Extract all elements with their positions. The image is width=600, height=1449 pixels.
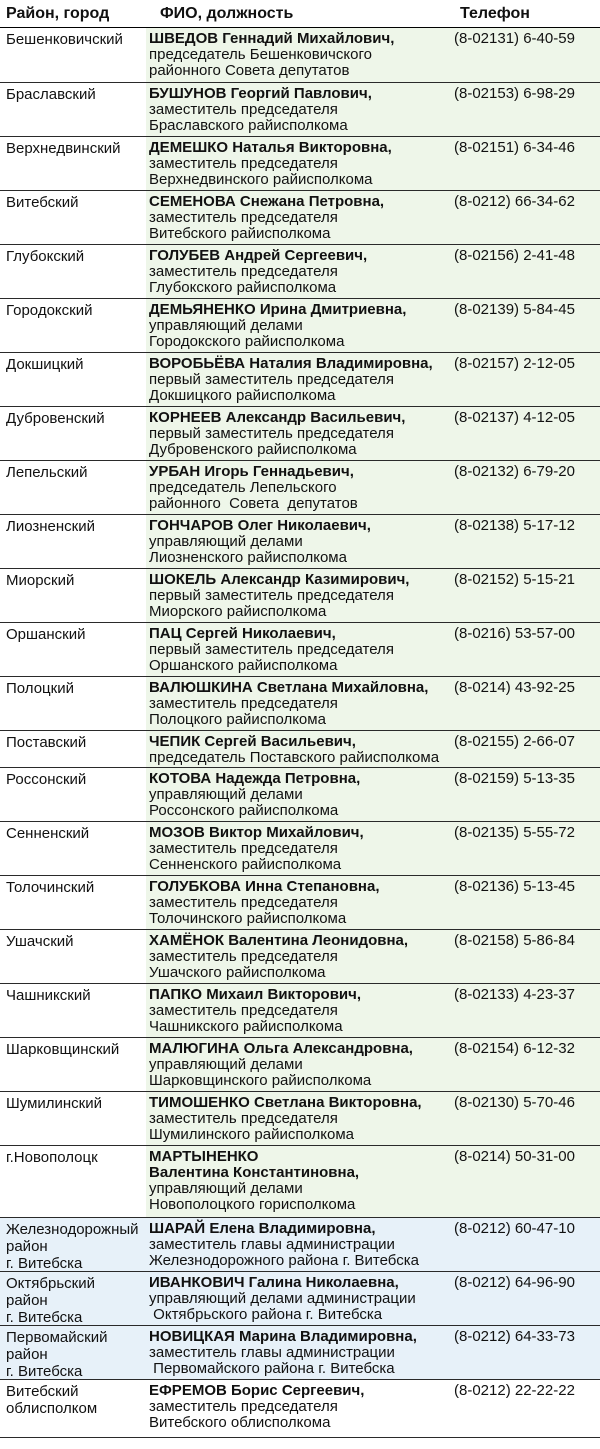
table-row [0,515,600,569]
phone-number: (8-02137) 4-12-05 [454,409,575,426]
person-position: первый заместитель председателя Оршанского райисполкома [149,641,394,674]
table-row [0,28,600,83]
person-position: заместитель председателя Витебского облисполкома [149,1398,338,1431]
person-cell [146,930,600,983]
person-name: ВАЛЮШКИНА Светлана Михайловна, [149,679,429,696]
district-cell: Шумилинский [0,1092,146,1145]
person-position: заместитель председателя Чашникского райисполкома [149,1002,343,1035]
district-cell: Докшицкий [0,353,146,406]
district-cell: Оршанский [0,623,146,676]
phone-number: (8-02130) 5-70-46 [454,1094,575,1111]
table-row [0,822,600,876]
person-cell [146,1272,600,1325]
table-row [0,930,600,984]
person-cell [146,299,600,352]
district-cell: Толочинский [0,876,146,929]
person-position: заместитель председателя Ушачского райисполкома [149,948,338,981]
person-position: управляющий делами Лиозненского райисполкома [149,533,347,566]
person-position: первый заместитель председателя Докшицкого райисполкома [149,371,394,404]
person-position: управляющий делами администрации Октябрьского района г. Витебска [149,1290,416,1323]
district-cell: Ушачский [0,930,146,983]
table-row [0,623,600,677]
district-cell: Бешенковичский [0,28,146,82]
table-row [0,569,600,623]
person-cell [146,1326,600,1379]
phone-number: (8-02139) 5-84-45 [454,301,575,318]
person-cell [146,353,600,406]
header-person: ФИО, должность [160,5,294,22]
district-cell: Чашникский [0,984,146,1037]
header-phone: Телефон [460,5,530,22]
district-cell: Шарковщинский [0,1038,146,1091]
district-cell: Железнодорожный район г. Витебска [0,1218,146,1271]
phone-number: (8-0212) 64-96-90 [454,1274,575,1291]
phone-number: (8-02132) 6-79-20 [454,463,575,480]
person-cell [146,137,600,190]
person-name: НОВИЦКАЯ Марина Владимировна, [149,1328,417,1345]
district-cell: Лиозненский [0,515,146,568]
person-name: СЕМЕНОВА Снежана Петровна, [149,193,385,210]
phone-number: (8-02155) 2-66-07 [454,733,575,750]
person-cell [146,768,600,821]
phone-number: (8-02136) 5-13-45 [454,878,575,895]
table-row [0,461,600,515]
table-row [0,984,600,1038]
person-cell [146,28,600,82]
phone-number: (8-02153) 6-98-29 [454,85,575,102]
person-cell [146,407,600,460]
person-position: первый заместитель председателя Миорского райисполкома [149,587,394,620]
person-position: заместитель председателя Верхнедвинского райисполкома [149,155,373,188]
person-name: ДЕМЕШКО Наталья Викторовна, [149,139,392,156]
person-position: заместитель председателя Шумилинского райисполкома [149,1110,354,1143]
person-position: управляющий делами Россонского райисполкома [149,786,339,819]
district-cell: Городокский [0,299,146,352]
table-row [0,768,600,822]
table-row [0,1146,600,1218]
person-position: председатель Поставского райисполкома [149,749,440,766]
table-row [0,1380,600,1438]
table-row [0,677,600,731]
person-name: МАРТЫНЕНКО Валентина Константиновна, [149,1148,360,1181]
person-cell [146,1092,600,1145]
person-position: председатель Бешенковичского районного Совета депутатов [149,46,372,79]
table-row [0,731,600,768]
person-cell [146,1038,600,1091]
person-cell [146,1146,600,1217]
phone-number: (8-02152) 5-15-21 [454,571,575,588]
person-cell [146,677,600,730]
table-row [0,299,600,353]
person-name: ПАПКО Михаил Викторович, [149,986,362,1003]
person-name: ШАРАЙ Елена Владимировна, [149,1220,376,1237]
person-cell [146,191,600,244]
person-position: заместитель главы администрации Железнодорожного района г. Витебска [149,1236,419,1269]
phone-number: (8-02157) 2-12-05 [454,355,575,372]
person-name: ЧЕПИК Сергей Васильевич, [149,733,356,750]
person-name: КОРНЕЕВ Александр Васильевич, [149,409,406,426]
table-row [0,407,600,461]
person-position: управляющий делами Новополоцкого горисполкома [149,1180,356,1213]
person-position: заместитель председателя Глубокского райисполкома [149,263,338,296]
person-name: ПАЦ Сергей Николаевич, [149,625,336,642]
person-cell [146,461,600,514]
person-name: ГОЛУБЕВ Андрей Сергеевич, [149,247,368,264]
phone-number: (8-0212) 60-47-10 [454,1220,575,1237]
table-row [0,1092,600,1146]
person-cell [146,569,600,622]
person-name: ТИМОШЕНКО Светлана Викторовна, [149,1094,422,1111]
person-position: управляющий делами Городокского райисполкома [149,317,345,350]
person-position: заместитель председателя Браславского райисполкома [149,101,348,134]
district-cell: Первомайский район г. Витебска [0,1326,146,1379]
phone-number: (8-02138) 5-17-12 [454,517,575,534]
phone-number: (8-0216) 53-57-00 [454,625,575,642]
person-cell [146,822,600,875]
table-row [0,1218,600,1272]
table-header [0,0,600,29]
phone-number: (8-02156) 2-41-48 [454,247,575,264]
person-name: МОЗОВ Виктор Михайлович, [149,824,364,841]
person-cell [146,876,600,929]
person-name: ХАМЁНОК Валентина Леонидовна, [149,932,409,949]
person-cell [146,1380,600,1437]
person-position: заместитель главы администрации Первомайского района г. Витебска [149,1344,395,1377]
district-cell: Россонский [0,768,146,821]
person-position: заместитель председателя Витебского райисполкома [149,209,338,242]
phone-number: (8-0214) 50-31-00 [454,1148,575,1165]
district-cell: Полоцкий [0,677,146,730]
person-name: УРБАН Игорь Геннадьевич, [149,463,354,480]
phone-number: (8-02154) 6-12-32 [454,1040,575,1057]
person-cell [146,623,600,676]
phone-number: (8-02151) 6-34-46 [454,139,575,156]
person-position: заместитель председателя Толочинского райисполкома [149,894,347,927]
person-name: КОТОВА Надежда Петровна, [149,770,361,787]
person-cell [146,245,600,298]
table-row [0,1038,600,1092]
district-cell: Верхнедвинский [0,137,146,190]
person-name: ЕФРЕМОВ Борис Сергеевич, [149,1382,365,1399]
district-cell: Сенненский [0,822,146,875]
district-cell: Дубровенский [0,407,146,460]
person-name: ШВЕДОВ Геннадий Михайлович, [149,30,395,47]
district-cell: Витебский [0,191,146,244]
person-cell [146,1218,600,1271]
phone-number: (8-02135) 5-55-72 [454,824,575,841]
table-row [0,1272,600,1326]
person-name: ГОНЧАРОВ Олег Николаевич, [149,517,371,534]
district-cell: г.Новополоцк [0,1146,146,1217]
table-row [0,245,600,299]
person-name: ИВАНКОВИЧ Галина Николаевна, [149,1274,399,1291]
person-name: МАЛЮГИНА Ольга Александровна, [149,1040,413,1057]
person-position: управляющий делами Шарковщинского райисполкома [149,1056,372,1089]
district-cell: Поставский [0,731,146,767]
district-cell: Октябрьский район г. Витебска [0,1272,146,1325]
phone-number: (8-0212) 64-33-73 [454,1328,575,1345]
person-position: председатель Лепельского районного Совета депутатов [149,479,358,512]
phone-number: (8-02158) 5-86-84 [454,932,575,949]
person-cell [146,731,600,767]
person-name: ГОЛУБКОВА Инна Степановна, [149,878,380,895]
person-cell [146,83,600,136]
phone-number: (8-02133) 4-23-37 [454,986,575,1003]
district-cell: Лепельский [0,461,146,514]
table-row [0,83,600,137]
phone-number: (8-0214) 43-92-25 [454,679,575,696]
district-cell: Браславский [0,83,146,136]
table-row [0,191,600,245]
phone-number: (8-0212) 66-34-62 [454,193,575,210]
person-position: заместитель председателя Сенненского райисполкома [149,840,342,873]
header-district: Район, город [6,5,110,22]
table-row [0,137,600,191]
table-row [0,876,600,930]
person-position: заместитель председателя Полоцкого райисполкома [149,695,338,728]
table-row [0,353,600,407]
table-row [0,1326,600,1380]
person-cell [146,984,600,1037]
person-name: ШОКЕЛЬ Александр Казимирович, [149,571,410,588]
phone-number: (8-02131) 6-40-59 [454,30,575,47]
district-cell: Глубокский [0,245,146,298]
person-name: ДЕМЬЯНЕНКО Ирина Дмитриевна, [149,301,407,318]
person-cell [146,515,600,568]
district-cell: Миорский [0,569,146,622]
person-position: первый заместитель председателя Дубровенского райисполкома [149,425,394,458]
person-name: ВОРОБЬЁВА Наталия Владимировна, [149,355,433,372]
phone-number: (8-0212) 22-22-22 [454,1382,575,1399]
district-cell: Витебский облисполком [0,1380,146,1437]
phone-number: (8-02159) 5-13-35 [454,770,575,787]
person-name: БУШУНОВ Георгий Павлович, [149,85,372,102]
